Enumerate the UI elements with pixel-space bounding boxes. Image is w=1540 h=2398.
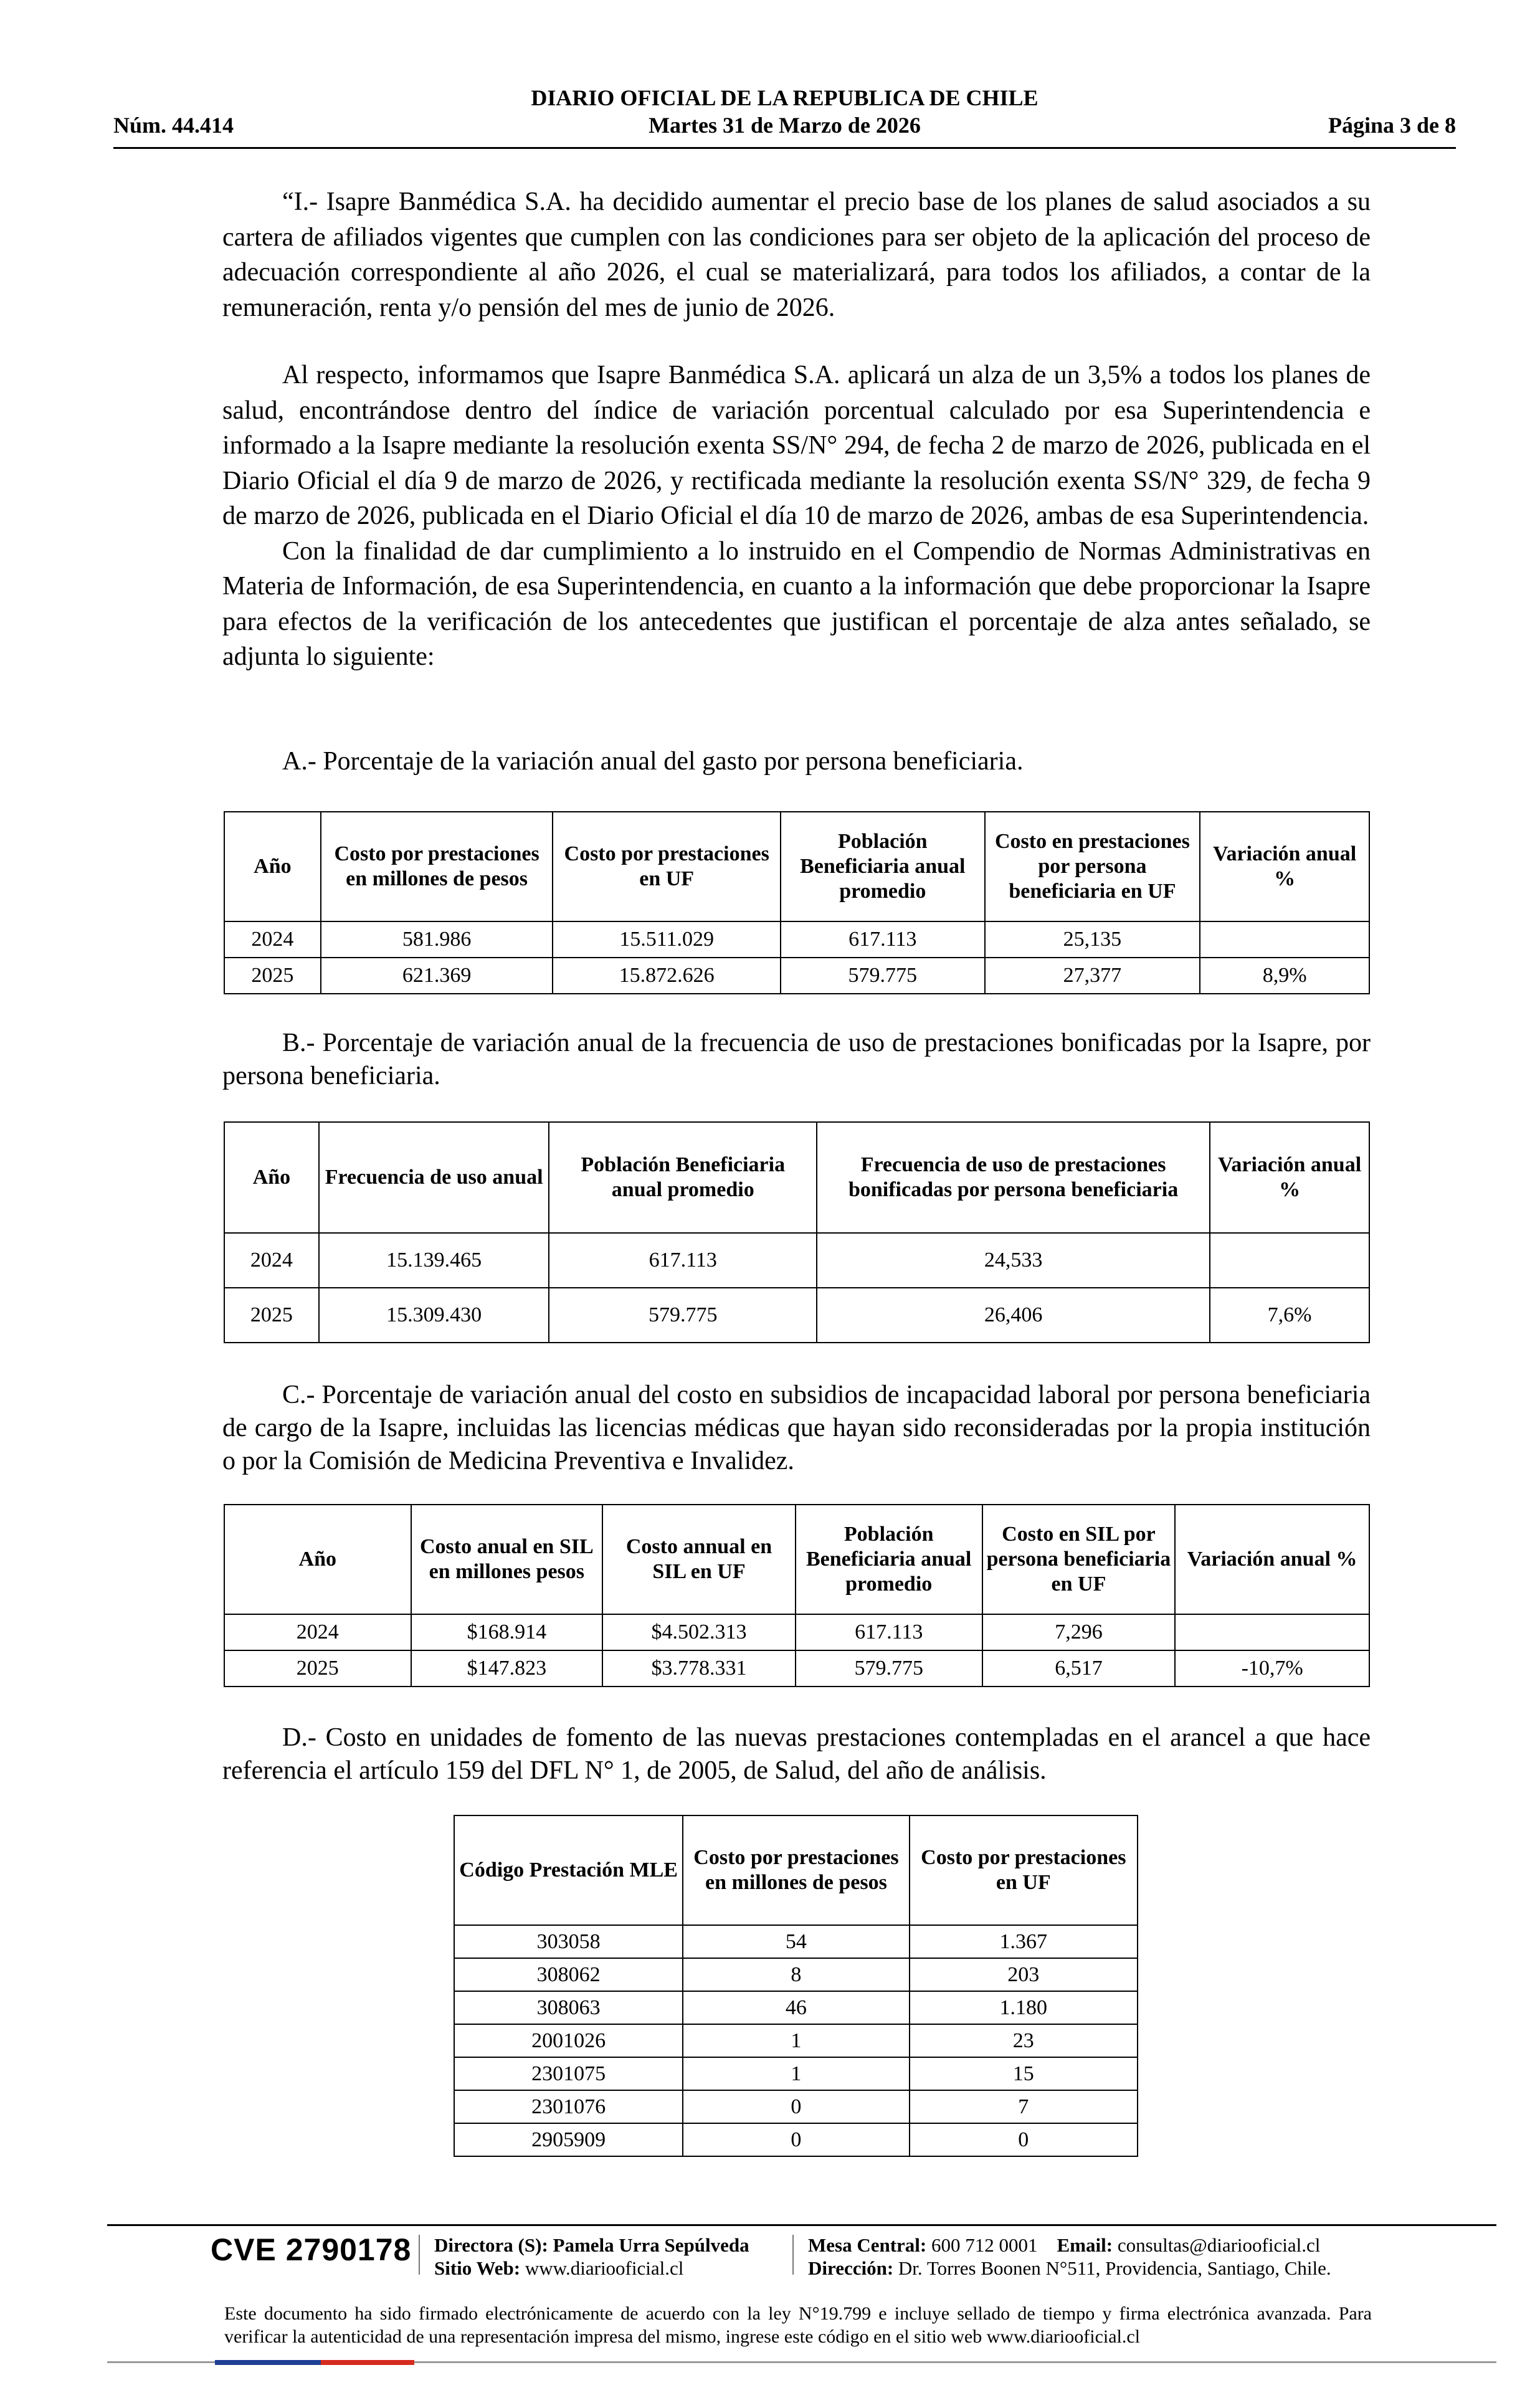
- table-cell: 27,377: [985, 958, 1200, 994]
- table-d-header: Costo por prestaciones en UF: [910, 1815, 1138, 1925]
- table-cell: 2024: [224, 921, 321, 958]
- table-cell: 1.180: [910, 1991, 1138, 2024]
- table-a: [224, 811, 1370, 994]
- table-a-header: Costo por prestaciones en millones de pesos: [321, 812, 553, 921]
- table-cell: -10,7%: [1175, 1650, 1369, 1687]
- table-cell: 0: [683, 2123, 909, 2156]
- table-row: [224, 1288, 1369, 1343]
- table-cell: 8: [683, 1958, 909, 1991]
- gazette-title: DIARIO OFICIAL DE LA REPUBLICA DE CHILE: [531, 85, 1039, 110]
- table-cell: 308063: [454, 1991, 683, 2024]
- mesa-phone: 600 712 0001: [931, 2234, 1038, 2256]
- table-row: [224, 1233, 1369, 1288]
- footer-director-block: [434, 2234, 749, 2280]
- table-cell: 203: [910, 1958, 1138, 1991]
- email-label: Email:: [1057, 2234, 1113, 2256]
- table-b: [224, 1121, 1370, 1343]
- table-row: [224, 958, 1369, 994]
- table-row: [454, 1958, 1138, 1991]
- table-cell: 2024: [224, 1614, 411, 1650]
- table-cell: 303058: [454, 1925, 683, 1958]
- table-cell: 2301076: [454, 2090, 683, 2123]
- page-number: Página 3 de 8: [1328, 113, 1456, 138]
- issue-date: Martes 31 de Marzo de 2026: [649, 113, 921, 138]
- table-cell: 0: [683, 2090, 909, 2123]
- cve-code: CVE 2790178: [211, 2232, 412, 2267]
- table-cell: 617.113: [549, 1233, 817, 1288]
- issue-number: Núm. 44.414: [113, 113, 234, 138]
- table-cell: 23: [910, 2024, 1138, 2057]
- table-cell: 579.775: [549, 1288, 817, 1343]
- footer-divider: [792, 2235, 794, 2275]
- section-a-heading-text: A.- Porcentaje de la variación anual del gasto por persona beneficiaria.: [282, 747, 1024, 776]
- table-a-header: Año: [224, 812, 321, 921]
- header-rule: [113, 147, 1456, 149]
- table-d-header: Código Prestación MLE: [454, 1815, 683, 1925]
- section-c-heading-text: C.- Porcentaje de variación anual del costo en subsidios de incapacidad laboral por persona beneficiaria de cargo de la Isapre, incluidas las licencias médicas que hayan sido reconsideradas por la propia institución o por la Comisión de Medicina Preventiva e Invalidez.: [222, 1381, 1371, 1475]
- section-a-heading: [222, 745, 1371, 778]
- table-cell: 0: [910, 2123, 1138, 2156]
- email-link[interactable]: consultas@diariooficial.cl: [1117, 2234, 1321, 2256]
- table-a-header: Variación anual %: [1200, 812, 1369, 921]
- table-cell: 2001026: [454, 2024, 683, 2057]
- table-cell: 8,9%: [1200, 958, 1369, 994]
- table-cell: 308062: [454, 1958, 683, 1991]
- director-name: Pamela Urra Sepúlveda: [553, 2234, 749, 2256]
- table-cell: $4.502.313: [602, 1614, 796, 1650]
- table-row: [454, 2024, 1138, 2057]
- table-c-header: Año: [224, 1505, 411, 1614]
- table-d: [454, 1815, 1138, 2157]
- body-intro: [222, 184, 1371, 325]
- page-header: [113, 81, 1456, 150]
- table-c: [224, 1504, 1370, 1687]
- table-c-header: Costo en SIL por persona beneficiaria en UF: [982, 1505, 1176, 1614]
- table-b-header: Variación anual %: [1210, 1122, 1369, 1233]
- table-cell: 2301075: [454, 2057, 683, 2090]
- table-cell: 2025: [224, 1288, 319, 1343]
- mesa-label: Mesa Central:: [808, 2234, 927, 2256]
- table-cell: 54: [683, 1925, 909, 1958]
- flag-stripe-blue: [215, 2360, 321, 2365]
- table-cell: 617.113: [781, 921, 985, 958]
- table-c-header: Variación anual %: [1175, 1505, 1369, 1614]
- table-b-header: Año: [224, 1122, 319, 1233]
- table-cell: [1200, 921, 1369, 958]
- table-cell: 25,135: [985, 921, 1200, 958]
- table-d-header: Costo por prestaciones en millones de pesos: [683, 1815, 909, 1925]
- table-cell: 1: [683, 2057, 909, 2090]
- table-cell: [1210, 1233, 1369, 1288]
- table-cell: 15.511.029: [553, 921, 781, 958]
- director-label: Directora (S):: [434, 2234, 548, 2256]
- legal-notice: Este documento ha sido firmado electrónicamente de acuerdo con la ley N°19.799 e incluye sellado de tiempo y firma electrónica avanzada. Para verificar la autenticidad de una representación impresa del mismo, ingrese este código en el sitio web www.diariooficial.cl: [224, 2303, 1372, 2347]
- table-row: [454, 1925, 1138, 1958]
- paragraph-3: Con la finalidad de dar cumplimiento a lo instruido en el Compendio de Normas Administrativas en Materia de Información, de esa Superintendencia, en cuanto a la información que debe proporcionar la Isapre para efectos de la verificación de los antecedentes que justifican el porcentaje de alza antes señalado, se adjunta lo siguiente:: [222, 536, 1371, 671]
- section-b-heading-text: B.- Porcentaje de variación anual de la frecuencia de uso de prestaciones bonificadas por la Isapre, por persona beneficiaria.: [222, 1029, 1371, 1090]
- table-row: [454, 1991, 1138, 2024]
- table-cell: 6,517: [982, 1650, 1176, 1687]
- table-cell: 2025: [224, 1650, 411, 1687]
- table-row: [224, 1650, 1369, 1687]
- table-row: [454, 2123, 1138, 2156]
- table-cell: 15.309.430: [319, 1288, 549, 1343]
- table-cell: 24,533: [817, 1233, 1210, 1288]
- table-cell: 7,296: [982, 1614, 1176, 1650]
- table-cell: 15.872.626: [553, 958, 781, 994]
- section-b-heading: [222, 1027, 1371, 1093]
- table-c-header: Costo anual en SIL en millones pesos: [411, 1505, 603, 1614]
- table-cell: [1175, 1614, 1369, 1650]
- table-b-header: Población Beneficiaria anual promedio: [549, 1122, 817, 1233]
- footer-divider: [419, 2235, 420, 2275]
- paragraph-2: Al respecto, informamos que Isapre Banmédica S.A. aplicará un alza de un 3,5% a todos los planes de salud, encontrándose dentro del índice de variación porcentual calculado por esa Superintendencia e informado a la Isapre mediante la resolución exenta SS/N° 294, de fecha 2 de marzo de 2026, publicada en el Diario Oficial el día 9 de marzo de 2026, y rectificada mediante la resolución exenta SS/N° 329, de fecha 9 de marzo de 2026, publicada en el Diario Oficial el día 10 de marzo de 2026, ambas de esa Superintendencia.: [222, 361, 1371, 530]
- table-cell: 26,406: [817, 1288, 1210, 1343]
- table-a-header-row: [224, 812, 1369, 921]
- table-cell: 15: [910, 2057, 1138, 2090]
- table-c-header: Costo annual en SIL en UF: [602, 1505, 796, 1614]
- site-label: Sitio Web:: [434, 2257, 521, 2279]
- table-b-header: Frecuencia de uso de prestaciones bonificadas por persona beneficiaria: [817, 1122, 1210, 1233]
- table-cell: 2024: [224, 1233, 319, 1288]
- footer-contact-block: [808, 2234, 1331, 2280]
- table-row: [224, 921, 1369, 958]
- table-cell: 579.775: [781, 958, 985, 994]
- table-cell: 2905909: [454, 2123, 683, 2156]
- table-cell: 2025: [224, 958, 321, 994]
- table-row: [454, 2090, 1138, 2123]
- address-label: Dirección:: [808, 2257, 894, 2279]
- table-cell: $168.914: [411, 1614, 603, 1650]
- table-cell: 579.775: [796, 1650, 982, 1687]
- body-continued: [222, 358, 1371, 675]
- table-a-header: Costo por prestaciones en UF: [553, 812, 781, 921]
- table-cell: $3.778.331: [602, 1650, 796, 1687]
- footer-rule: [107, 2224, 1496, 2226]
- table-cell: 1.367: [910, 1925, 1138, 1958]
- address-text: Dr. Torres Boonen N°511, Providencia, Santiago, Chile.: [898, 2257, 1331, 2279]
- paragraph-1: “I.- Isapre Banmédica S.A. ha decidido aumentar el precio base de los planes de salud asociados a su cartera de afiliados vigentes que cumplen con las condiciones para ser objeto de la aplicación del proceso de adecuación correspondiente al año 2026, el cual se materializará, para todos los afiliados, a contar de la remuneración, renta y/o pensión del mes de junio de 2026.: [222, 188, 1371, 322]
- flag-stripe-red: [321, 2360, 414, 2365]
- table-a-header: Población Beneficiaria anual promedio: [781, 812, 985, 921]
- table-cell: 15.139.465: [319, 1233, 549, 1288]
- table-c-header: Población Beneficiaria anual promedio: [796, 1505, 982, 1614]
- table-cell: 581.986: [321, 921, 553, 958]
- table-d-header-row: [454, 1815, 1138, 1925]
- table-cell: 46: [683, 1991, 909, 2024]
- section-d-heading: [222, 1721, 1371, 1787]
- table-cell: 7: [910, 2090, 1138, 2123]
- section-c-heading: [222, 1379, 1371, 1478]
- table-c-header-row: [224, 1505, 1369, 1614]
- table-cell: 7,6%: [1210, 1288, 1369, 1343]
- table-cell: 1: [683, 2024, 909, 2057]
- table-b-header: Frecuencia de uso anual: [319, 1122, 549, 1233]
- table-b-header-row: [224, 1122, 1369, 1233]
- table-cell: $147.823: [411, 1650, 603, 1687]
- section-d-heading-text: D.- Costo en unidades de fomento de las nuevas prestaciones contempladas en el arancel a que hace referencia el artículo 159 del DFL N° 1, de 2005, de Salud, del año de análisis.: [222, 1723, 1371, 1785]
- table-row: [454, 2057, 1138, 2090]
- table-cell: 621.369: [321, 958, 553, 994]
- table-a-header: Costo en prestaciones por persona beneficiaria en UF: [985, 812, 1200, 921]
- table-cell: 617.113: [796, 1614, 982, 1650]
- site-link[interactable]: www.diariooficial.cl: [525, 2257, 684, 2279]
- table-row: [224, 1614, 1369, 1650]
